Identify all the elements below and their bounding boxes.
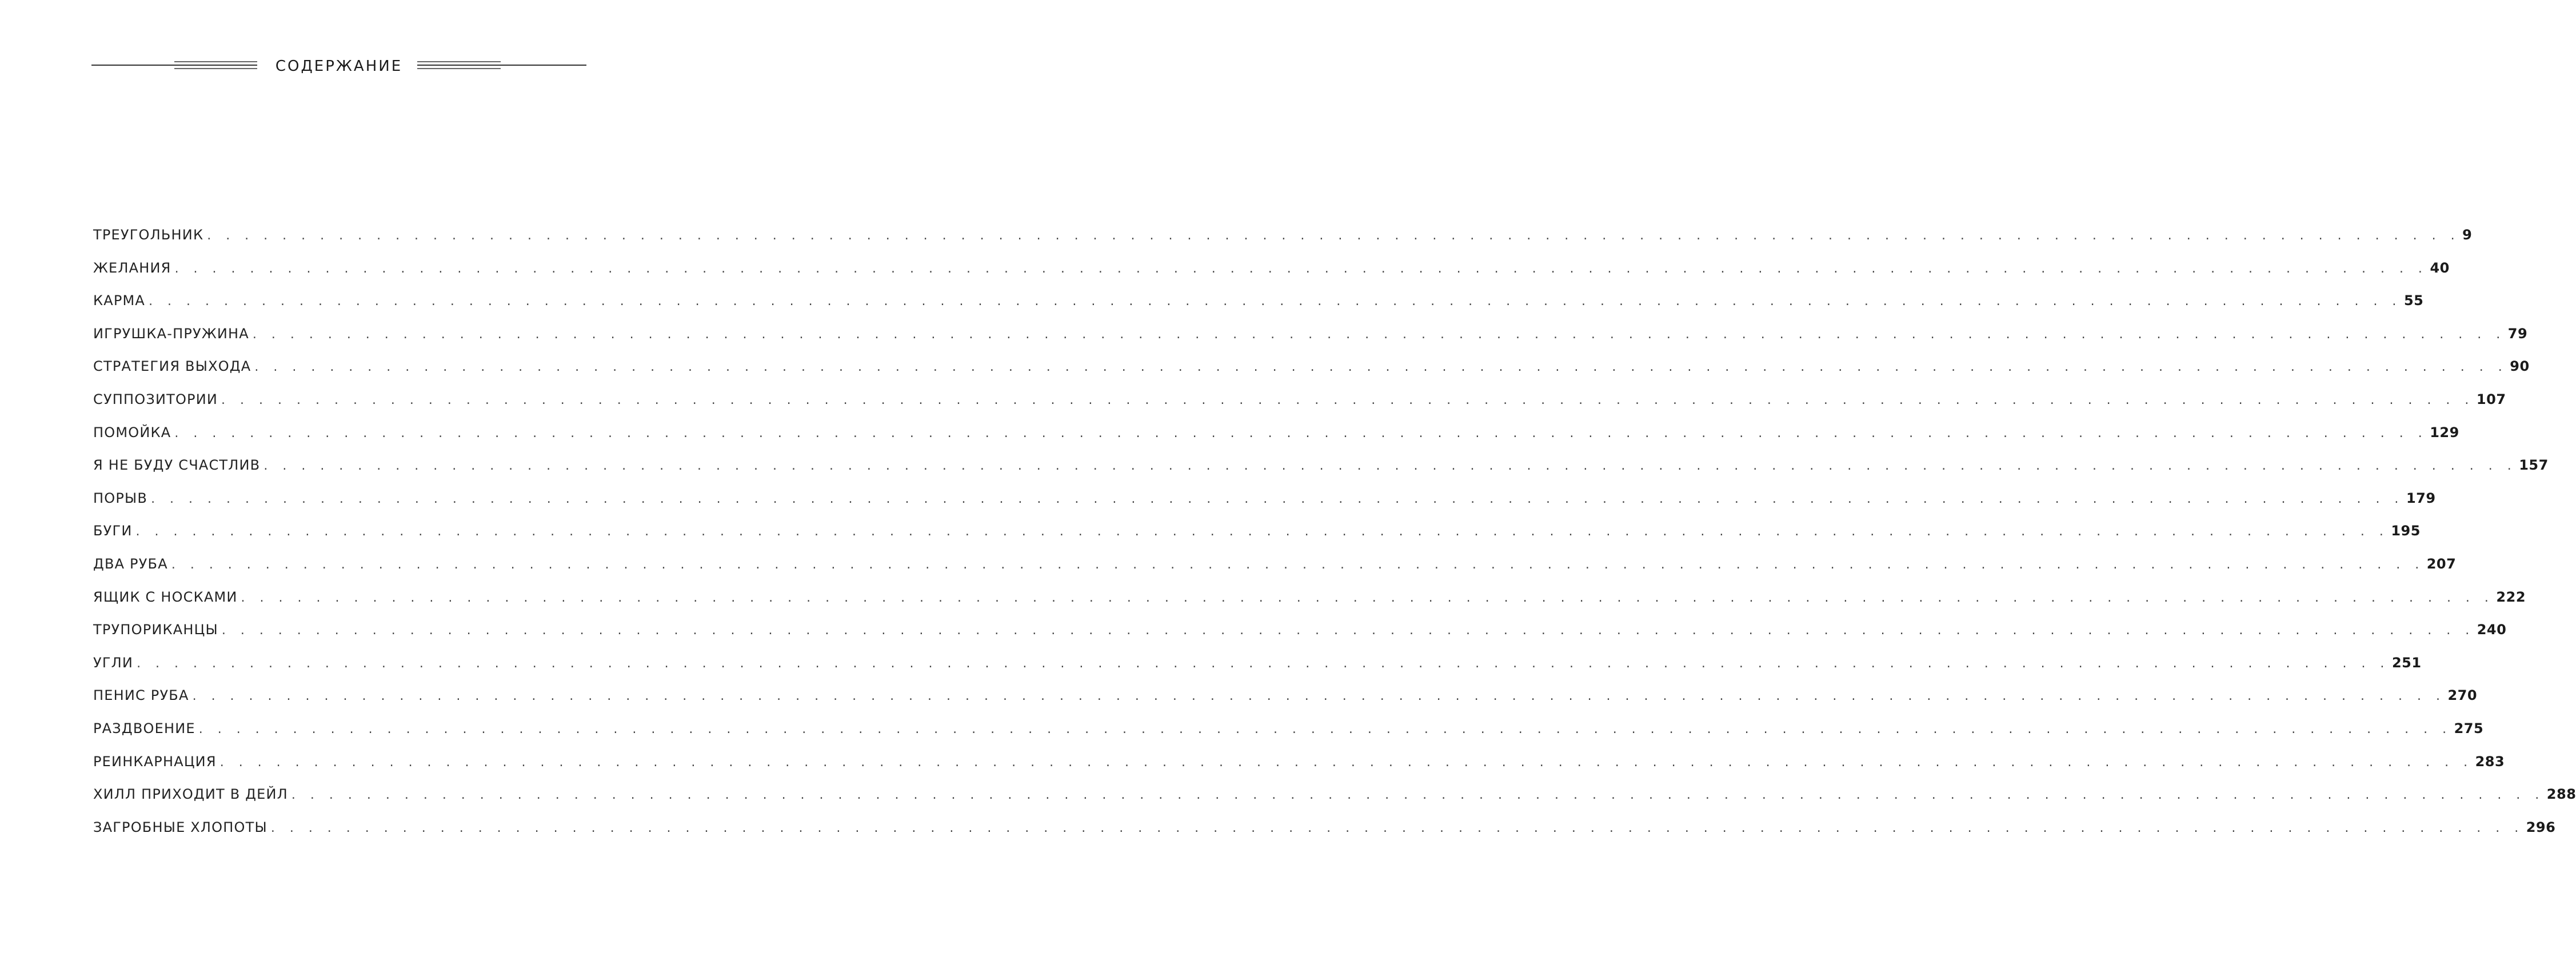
toc-entry-title: РЕИНКАРНАЦИЯ xyxy=(93,753,217,770)
toc-dot-leader: . . . . . . . . . . . . . . . . . . . . . . . . . . . . . . . . . . . . . . . . . . . . . . . . . . . . . . . . . . . . . . . . . . . . . . . . . . . . . . . . . . . . . . . . . . . . . . . . . . . . . . . . . . . . . . . . . . . . . . . . xyxy=(174,261,2428,276)
toc-entry[interactable] xyxy=(93,588,2526,621)
toc-dot-leader: . . . . . . . . . . . . . . . . . . . . . . . . . . . . . . . . . . . . . . . . . . . . . . . . . . . . . . . . . . . . . . . . . . . . . . . . . . . . . . . . . . . . . . . . . . . . . . . . . . . . . . . . . . . . . . . . . . . . . . . . xyxy=(171,557,2425,572)
toc-entry-page-number: 90 xyxy=(2510,358,2530,375)
toc-entry[interactable] xyxy=(93,226,2473,259)
toc-entry[interactable] xyxy=(93,456,2549,489)
toc-dot-leader: . . . . . . . . . . . . . . . . . . . . . . . . . . . . . . . . . . . . . . . . . . . . . . . . . . . . . . . . . . . . . . . . . . . . . . . . . . . . . . . . . . . . . . . . . . . . . . . . . . . . . . . . . . . . . . . . . . . . . . . . xyxy=(174,426,2428,441)
toc-entry[interactable] xyxy=(93,423,2459,457)
toc-entry-page-number: 179 xyxy=(2406,490,2436,506)
toc-entry-title: ПОМОЙКА xyxy=(93,424,171,441)
table-of-contents xyxy=(93,226,2576,851)
toc-entry-page-number: 55 xyxy=(2403,293,2424,309)
toc-entry-page-number: 288 xyxy=(2546,786,2576,803)
toc-entry[interactable] xyxy=(93,259,2450,292)
toc-entry-page-number: 40 xyxy=(2430,259,2450,276)
toc-dot-leader: . . . . . . . . . . . . . . . . . . . . . . . . . . . . . . . . . . . . . . . . . . . . . . . . . . . . . . . . . . . . . . . . . . . . . . . . . . . . . . . . . . . . . . . . . . . . . . . . . . . . . . . . . . . . . . . . . . . . . . . . xyxy=(207,229,2461,243)
toc-entry[interactable] xyxy=(93,620,2507,654)
toc-entry-page-number: 107 xyxy=(2476,391,2506,407)
toc-entry-title: ТРЕУГОЛЬНИК xyxy=(93,227,204,243)
toc-entry-title: КАРМА xyxy=(93,293,146,309)
toc-dot-leader: . . . . . . . . . . . . . . . . . . . . . . . . . . . . . . . . . . . . . . . . . . . . . . . . . . . . . . . . . . . . . . . . . . . . . . . . . . . . . . . . . . . . . . . . . . . . . . . . . . . . . . . . . . . . . . . . . . . . . . . . xyxy=(221,623,2475,638)
toc-entry-title: Я НЕ БУДУ СЧАСТЛИВ xyxy=(93,457,261,474)
toc-dot-leader: . . . . . . . . . . . . . . . . . . . . . . . . . . . . . . . . . . . . . . . . . . . . . . . . . . . . . . . . . . . . . . . . . . . . . . . . . . . . . . . . . . . . . . . . . . . . . . . . . . . . . . . . . . . . . . . . . . . . . . . . xyxy=(291,788,2545,803)
toc-entry-title: ЖЕЛАНИЯ xyxy=(93,259,171,276)
toc-entry-page-number: 240 xyxy=(2477,622,2507,638)
toc-entry[interactable] xyxy=(93,325,2528,358)
toc-entry-title: УГЛИ xyxy=(93,654,134,671)
toc-entry-page-number: 283 xyxy=(2475,753,2505,770)
toc-dot-leader: . . . . . . . . . . . . . . . . . . . . . . . . . . . . . . . . . . . . . . . . . . . . . . . . . . . . . . . . . . . . . . . . . . . . . . . . . . . . . . . . . . . . . . . . . . . . . . . . . . . . . . . . . . . . . . . . . . . . . . . . xyxy=(137,656,2390,671)
toc-entry-title: СУППОЗИТОРИИ xyxy=(93,391,218,407)
toc-entry[interactable] xyxy=(93,291,2424,325)
toc-entry-page-number: 195 xyxy=(2391,523,2421,539)
toc-entry-page-number: 9 xyxy=(2462,227,2473,243)
toc-entry-title: ПОРЫВ xyxy=(93,490,148,506)
toc-entry-page-number: 207 xyxy=(2426,555,2457,572)
toc-dot-leader: . . . . . . . . . . . . . . . . . . . . . . . . . . . . . . . . . . . . . . . . . . . . . . . . . . . . . . . . . . . . . . . . . . . . . . . . . . . . . . . . . . . . . . . . . . . . . . . . . . . . . . . . . . . . . . . . . . . . . . . . xyxy=(252,327,2506,342)
toc-entry[interactable] xyxy=(93,785,2576,818)
toc-entry-page-number: 129 xyxy=(2430,424,2459,441)
toc-entry-page-number: 270 xyxy=(2447,687,2478,704)
toc-entry-page-number: 275 xyxy=(2454,720,2484,736)
toc-entry-title: ПЕНИС РУБА xyxy=(93,687,189,704)
toc-entry[interactable] xyxy=(93,818,2556,851)
contents-header xyxy=(91,55,586,78)
toc-entry-title: ДВА РУБА xyxy=(93,555,168,572)
toc-dot-leader: . . . . . . . . . . . . . . . . . . . . . . . . . . . . . . . . . . . . . . . . . . . . . . . . . . . . . . . . . . . . . . . . . . . . . . . . . . . . . . . . . . . . . . . . . . . . . . . . . . . . . . . . . . . . . . . . . . . . . . . . xyxy=(198,722,2452,736)
toc-dot-leader: . . . . . . . . . . . . . . . . . . . . . . . . . . . . . . . . . . . . . . . . . . . . . . . . . . . . . . . . . . . . . . . . . . . . . . . . . . . . . . . . . . . . . . . . . . . . . . . . . . . . . . . . . . . . . . . . . . . . . . . . xyxy=(151,491,2404,506)
toc-entry-page-number: 79 xyxy=(2507,325,2528,342)
toc-entry-page-number: 157 xyxy=(2519,457,2549,474)
toc-entry[interactable] xyxy=(93,555,2457,588)
toc-entry[interactable] xyxy=(93,522,2421,555)
toc-entry-page-number: 251 xyxy=(2391,654,2422,671)
toc-dot-leader: . . . . . . . . . . . . . . . . . . . . . . . . . . . . . . . . . . . . . . . . . . . . . . . . . . . . . . . . . . . . . . . . . . . . . . . . . . . . . . . . . . . . . . . . . . . . . . . . . . . . . . . . . . . . . . . . . . . . . . . . xyxy=(270,820,2524,835)
toc-dot-leader: . . . . . . . . . . . . . . . . . . . . . . . . . . . . . . . . . . . . . . . . . . . . . . . . . . . . . . . . . . . . . . . . . . . . . . . . . . . . . . . . . . . . . . . . . . . . . . . . . . . . . . . . . . . . . . . . . . . . . . . . xyxy=(241,590,2494,605)
toc-entry-title: ХИЛЛ ПРИХОДИТ В ДЕЙЛ xyxy=(93,786,288,803)
toc-entry-title: ТРУПОРИКАНЦЫ xyxy=(93,622,218,638)
toc-dot-leader: . . . . . . . . . . . . . . . . . . . . . . . . . . . . . . . . . . . . . . . . . . . . . . . . . . . . . . . . . . . . . . . . . . . . . . . . . . . . . . . . . . . . . . . . . . . . . . . . . . . . . . . . . . . . . . . . . . . . . . . . xyxy=(192,689,2446,704)
toc-entry[interactable] xyxy=(93,654,2422,687)
toc-entry-page-number: 222 xyxy=(2496,588,2526,605)
toc-dot-leader: . . . . . . . . . . . . . . . . . . . . . . . . . . . . . . . . . . . . . . . . . . . . . . . . . . . . . . . . . . . . . . . . . . . . . . . . . . . . . . . . . . . . . . . . . . . . . . . . . . . . . . . . . . . . . . . . . . . . . . . . xyxy=(254,360,2508,375)
toc-entry-title: БУГИ xyxy=(93,523,133,539)
page-title: СОДЕРЖАНИЕ xyxy=(275,58,403,75)
toc-entry[interactable] xyxy=(93,686,2478,719)
toc-dot-leader: . . . . . . . . . . . . . . . . . . . . . . . . . . . . . . . . . . . . . . . . . . . . . . . . . . . . . . . . . . . . . . . . . . . . . . . . . . . . . . . . . . . . . . . . . . . . . . . . . . . . . . . . . . . . . . . . . . . . . . . . xyxy=(263,459,2517,474)
toc-dot-leader: . . . . . . . . . . . . . . . . . . . . . . . . . . . . . . . . . . . . . . . . . . . . . . . . . . . . . . . . . . . . . . . . . . . . . . . . . . . . . . . . . . . . . . . . . . . . . . . . . . . . . . . . . . . . . . . . . . . . . . . . xyxy=(135,524,2389,539)
toc-entry[interactable] xyxy=(93,357,2530,390)
toc-entry-title: РАЗДВОЕНИЕ xyxy=(93,720,195,736)
toc-entry[interactable] xyxy=(93,489,2436,522)
toc-dot-leader: . . . . . . . . . . . . . . . . . . . . . . . . . . . . . . . . . . . . . . . . . . . . . . . . . . . . . . . . . . . . . . . . . . . . . . . . . . . . . . . . . . . . . . . . . . . . . . . . . . . . . . . . . . . . . . . . . . . . . . . . xyxy=(149,294,2402,309)
toc-entry[interactable] xyxy=(93,719,2484,752)
toc-entry-title: СТРАТЕГИЯ ВЫХОДА xyxy=(93,358,251,375)
toc-dot-leader: . . . . . . . . . . . . . . . . . . . . . . . . . . . . . . . . . . . . . . . . . . . . . . . . . . . . . . . . . . . . . . . . . . . . . . . . . . . . . . . . . . . . . . . . . . . . . . . . . . . . . . . . . . . . . . . . . . . . . . . . xyxy=(221,393,2474,407)
toc-entry-title: ИГРУШКА-ПРУЖИНА xyxy=(93,325,249,342)
toc-entry[interactable] xyxy=(93,390,2506,423)
toc-entry[interactable] xyxy=(93,752,2505,786)
toc-entry-page-number: 296 xyxy=(2526,819,2556,835)
toc-entry-title: ЯЩИК С НОСКАМИ xyxy=(93,588,238,605)
toc-dot-leader: . . . . . . . . . . . . . . . . . . . . . . . . . . . . . . . . . . . . . . . . . . . . . . . . . . . . . . . . . . . . . . . . . . . . . . . . . . . . . . . . . . . . . . . . . . . . . . . . . . . . . . . . . . . . . . . . . . . . . . . . xyxy=(219,755,2473,770)
toc-entry-title: ЗАГРОБНЫЕ ХЛОПОТЫ xyxy=(93,819,267,835)
